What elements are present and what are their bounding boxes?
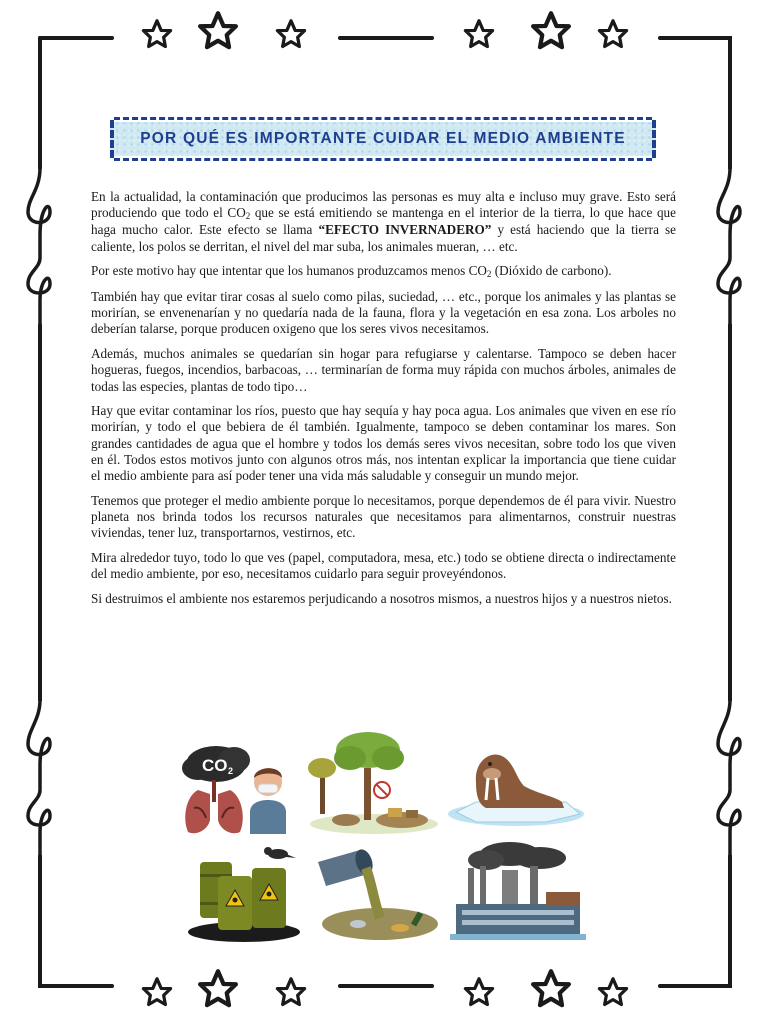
paragraph-6: Tenemos que proteger el medio ambiente porque lo necesitamos, porque dependemos de él para vivir. Nuestro planeta nos brinda todos los recursos naturales que necesitamos para alimentarnos, construir nuestras viviendas, tener luz, transportarnos, vestirnos, etc.: [91, 492, 676, 541]
star-icon: [277, 21, 304, 47]
star-icon: [465, 21, 492, 47]
article-body: [91, 189, 676, 615]
paragraph-4: Además, muchos animales se quedarían sin hogar para refugiarse y calentarse. Tampoco se deben hacer hogueras, fuegos, incendios, barbacoas, … terminarían de forma muy rápida con muchos árboles, animales de todas las especies, plantas de todo tipo…: [91, 346, 676, 394]
walrus-melting-ice-illustration: [446, 742, 586, 832]
barrel-icon: [218, 876, 252, 930]
deforestation-trash-illustration: [306, 728, 442, 836]
dead-fish-icon: [391, 924, 409, 932]
paragraph-1-text-a: En la actualidad, la contaminación que producimos las personas es muy alta e incluso muy grave. Esto será produciendo que todo el CO: [91, 189, 676, 221]
paragraph-2: [91, 263, 676, 280]
star-icon: [143, 979, 170, 1005]
co2-label: CO: [202, 756, 228, 775]
lungs-icon: [185, 780, 243, 833]
paragraph-8: Si destruimos el ambiente nos estaremos perjudicando a nosotros mismos, a nuestros hijos y a nuestros nietos.: [91, 590, 672, 606]
paragraph-2-text-b: (Dióxido de carbono).: [491, 263, 612, 279]
dead-tree-icon: [308, 758, 336, 814]
smoke-cloud-icon: [468, 842, 566, 870]
star-icon: [533, 13, 569, 47]
pipe-water-pollution-illustration: [314, 844, 442, 944]
star-icon: [143, 21, 170, 47]
star-icon: [599, 979, 626, 1005]
page-title: POR QUÉ ES IMPORTANTE CUIDAR EL MEDIO AMBIENTE: [140, 130, 626, 147]
efecto-invernadero-term: “EFECTO INVERNADERO”: [318, 222, 492, 238]
paragraph-1-text-c: y está haciendo que la tierra se caliente, los polos se derritan, el nivel del mar suba, los animales mueran, … etc.: [91, 222, 676, 254]
star-icon: [533, 971, 569, 1005]
star-icon: [465, 979, 492, 1005]
paragraph-1: [91, 189, 676, 255]
star-icon: [599, 21, 626, 47]
paragraph-3: También hay que evitar tirar cosas al suelo como pilas, suciedad, … etc., porque los animales y las plantas se morirían, se envenenarían y no quedaría nada de la fauna, flora y la vegetación en esa zona. Los arboles no deberían talarse, porque producen oxigeno que los seres vivos necesitamos.: [91, 289, 676, 337]
toxic-waste-barrels-illustration: [186, 844, 302, 944]
title-banner: [110, 120, 656, 158]
paragraph-7: Mira alrededor tuyo, todo lo que ves (papel, computadora, mesa, etc.) todo se obtiene directa o indirectamente del medio ambiente, por eso, necesitamos cuidarlo para seguir proveyéndonos.: [91, 549, 676, 582]
star-icon: [200, 971, 236, 1005]
illustrations-grid: [178, 728, 590, 948]
crow-icon: [264, 847, 296, 859]
factory-smoke-illustration: [450, 840, 586, 944]
man-with-mask-icon: [250, 768, 286, 834]
border-top-right: [660, 38, 730, 168]
co2-subscript: 2: [245, 211, 251, 222]
co2-subscript: 2: [486, 269, 492, 280]
paragraph-2-text-a: Por este motivo hay que intentar que los humanos produzcamos menos CO: [91, 263, 487, 279]
dead-fish-icon: [350, 920, 366, 928]
air-pollution-lungs-illustration: [178, 738, 298, 838]
star-icon: [277, 979, 304, 1005]
barrel-icon: [252, 868, 286, 928]
walrus-icon: [476, 754, 564, 808]
co2-label-subscript: 2: [228, 766, 234, 776]
star-icon: [200, 13, 236, 47]
tree-icon: [334, 732, 404, 820]
paragraph-1-text-b: que se está emitiendo se mantenga en el interior de la tierra, lo que hace que haga mucho calor. Este efecto se llama: [91, 205, 676, 238]
smoke-cloud-icon: [182, 746, 250, 782]
paragraph-5: Hay que evitar contaminar los ríos, puesto que hay sequía y hay poca agua. Los animales que viven en ese río morirían, y todo el que bebiera de él también. Igualmente, tampoco se deben contaminar los mares. Son grandes cantidades de agua que el hombre y todos los demás seres vivos necesitan, sobre todo los que viven en él. Todos estos motivos junto con algunos otros más, nos intentan explicar la importancia que tiene cuidar el medio ambiente para así poder tener una vida más saludable y conseguir un mundo mejor.: [91, 403, 676, 484]
